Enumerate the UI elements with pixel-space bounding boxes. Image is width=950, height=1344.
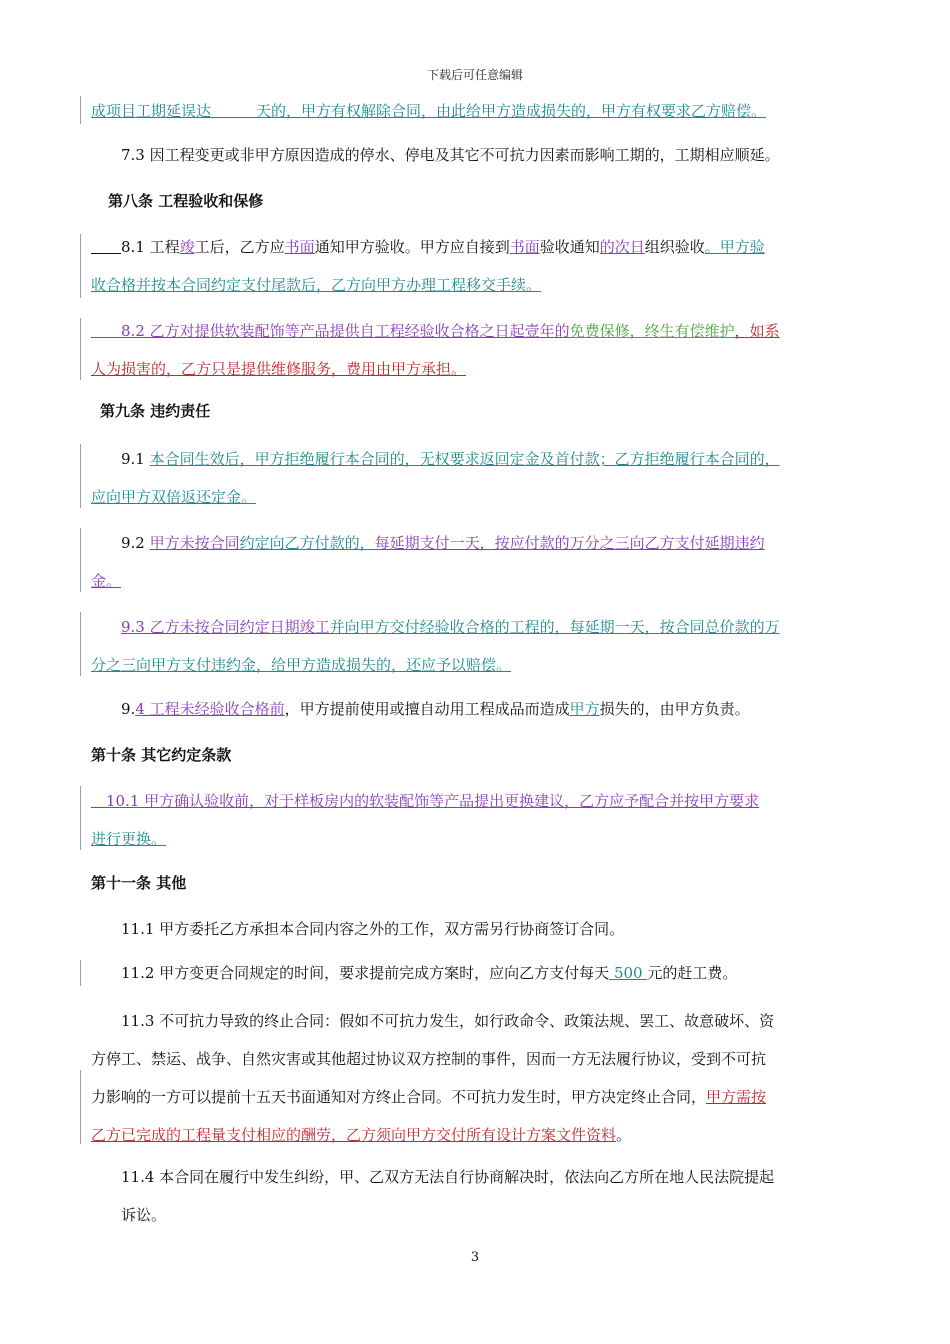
paragraph-9-1: 9.1 本合同生效后，甲方拒绝履行本合同的，无权要求返回定金及首付款；乙方拒绝履行本合同的， 应向甲方双倍返还定金。: [91, 450, 780, 506]
paragraph-11-2: 11.2 甲方变更合同规定的时间，要求提前完成方案时，应向乙方支付每天 500 元的赶工费。: [121, 964, 738, 982]
section-heading-11: 第十一条 其他: [91, 874, 187, 892]
page-header: 下载后可任意编辑: [426, 68, 523, 82]
paragraph-10-1: 10.1 甲方确认验收前，对于样板房内的软装配饰等产品提出更换建议，乙方应予配合并按甲方要求 进行更换。: [91, 792, 760, 848]
paragraph-11-3: 11.3 不可抗力导致的终止合同：假如不可抗力发生，如行政命令、政策法规、罢工、故意破坏、资 方停工、禁运、战争、自然灾害或其他超过协议双方控制的事件，因而一方无法履行协议，受到不可抗 力影响的一方可以提前十五天书面通知对方终止合同。不可抗力发生时，甲方决定终止合同，甲方需按 乙方已完成的工程量支付相应的酬劳，乙方须向甲方交付所有设计方案文件资料。: [91, 1012, 775, 1144]
revision-bar: [80, 786, 81, 850]
paragraph-7-2-cont: 成项目工期延误达 天的，甲方有权解除合同，由此给甲方造成损失的，甲方有权要求乙方赔偿。: [91, 102, 767, 120]
paragraph-9-4: 9.4 工程未经验收合格前，甲方提前使用或擅自动用工程成品而造成甲方损失的，由甲方负责。: [121, 700, 750, 718]
paragraph-8-2: 8.2 乙方对提供软装配饰等产品提供自工程经验收合格之日起壹年的免费保修，终生有偿维护，如系 人为损害的，乙方只是提供维修服务，费用由甲方承担。: [91, 322, 780, 378]
paragraph-11-4: 11.4 本合同在履行中发生纠纷，甲、乙双方无法自行协商解决时，依法向乙方所在地人民法院提起 诉讼。: [121, 1168, 775, 1224]
paragraph-9-3: 9.3 乙方未按合同约定日期竣工并向甲方交付经验收合格的工程的，每延期一天，按合同总价款的万 分之三向甲方支付违约金，给甲方造成损失的，还应予以赔偿。: [91, 618, 780, 674]
revision-bar: [80, 96, 81, 124]
revision-bar: [80, 1070, 81, 1144]
revision-bar: [80, 960, 81, 986]
paragraph-8-1: 8.1 工程竣工后，乙方应书面通知甲方验收。甲方应自接到书面验收通知的次日组织验收。甲方验 收合格并按本合同约定支付尾款后，乙方向甲方办理工程移交手续。: [91, 238, 765, 294]
paragraph-9-2: 9.2 甲方未按合同约定向乙方付款的，每延期支付一天，按应付款的万分之三向乙方支付延期违约 金。: [91, 534, 765, 590]
section-heading-9: 第九条 违约责任: [100, 402, 211, 420]
paragraph-7-3: 7.3 因工程变更或非甲方原因造成的停水、停电及其它不可抗力因素而影响工期的，工期相应顺延。: [121, 146, 780, 164]
revision-bar: [80, 234, 81, 298]
paragraph-11-1: 11.1 甲方委托乙方承担本合同内容之外的工作，双方需另行协商签订合同。: [121, 920, 625, 938]
page-number: 3: [470, 1250, 480, 1265]
revision-bar: [80, 444, 81, 508]
revision-bar: [80, 612, 81, 676]
section-heading-10: 第十条 其它约定条款: [91, 746, 232, 764]
section-heading-8: 第八条 工程验收和保修: [108, 192, 264, 210]
revision-bar: [80, 528, 81, 592]
revision-bar: [80, 318, 81, 380]
